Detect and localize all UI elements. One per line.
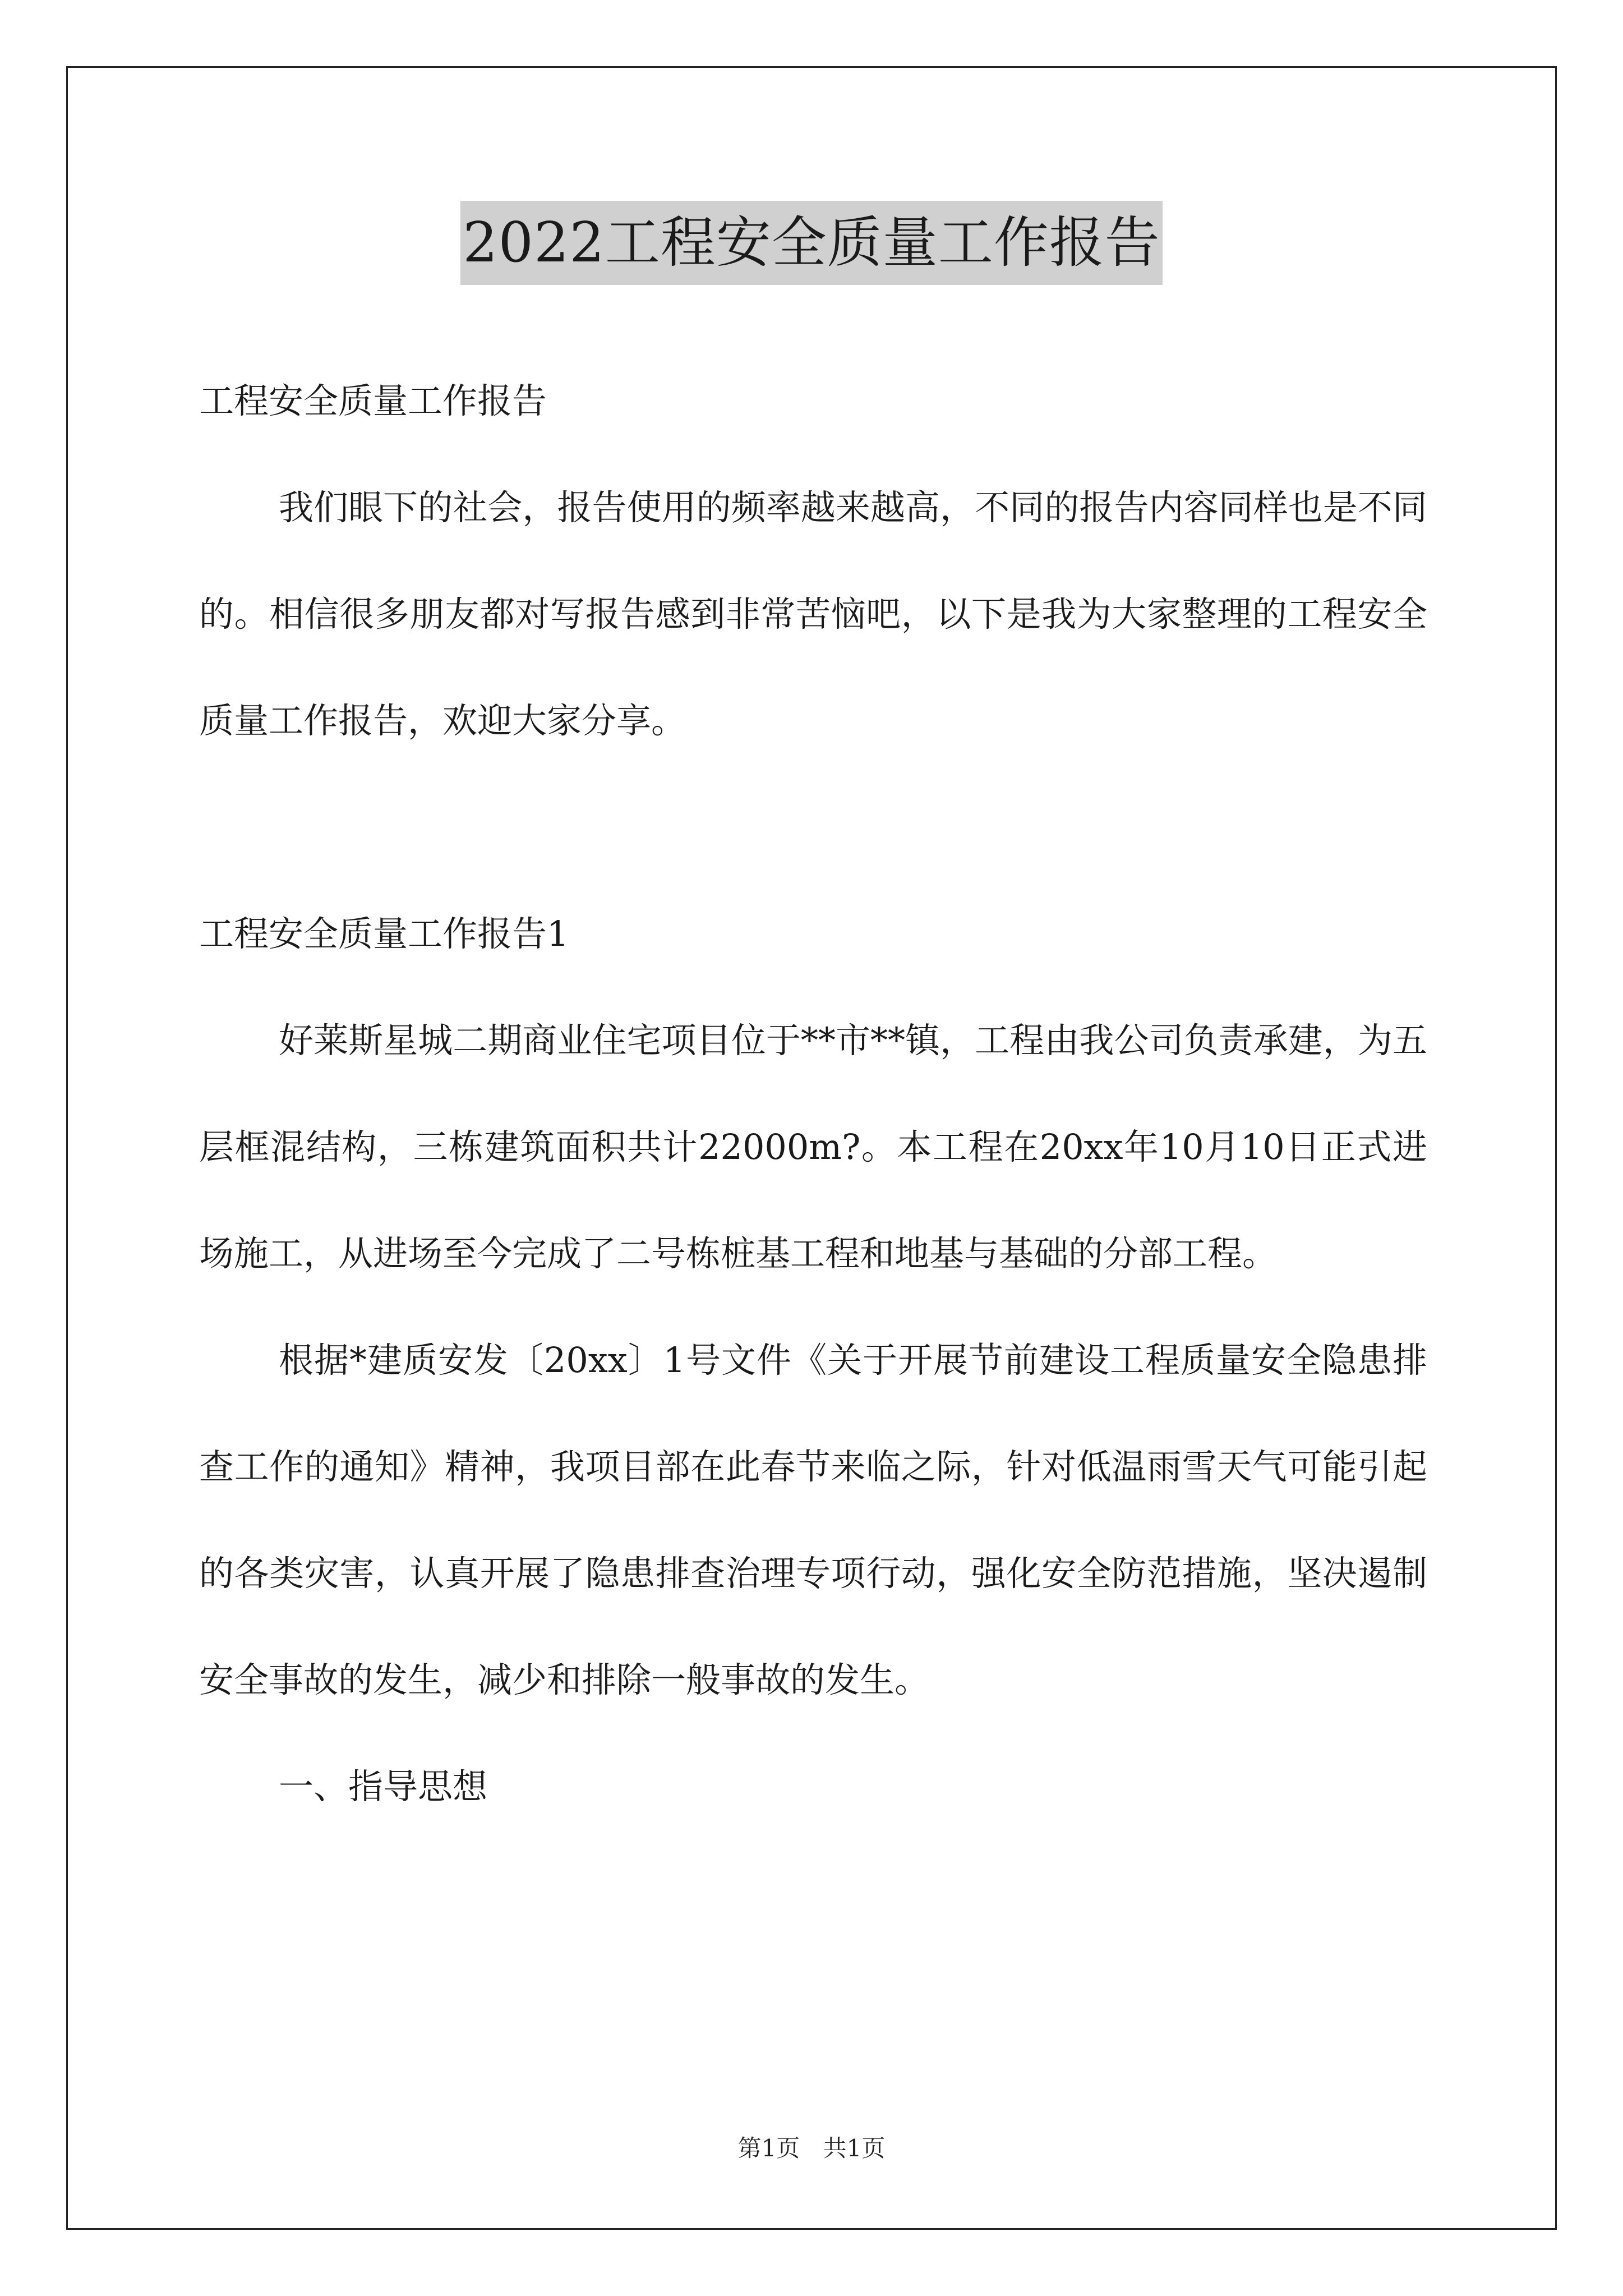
subtitle-paragraph: 工程安全质量工作报告 bbox=[199, 380, 547, 421]
project-paragraph: 好莱斯星城二期商业住宅项目位于**市**镇，工程由我公司负责承建，为五层框混结构，三栋建筑面积共计22000m?。本工程在20xx年10月10日正式进场施工，从进场至今完成了二号栋桩基工程和地基与基础的分部工程。 bbox=[199, 1020, 1427, 1274]
page-total: 共1页 bbox=[823, 2134, 886, 2162]
intro-paragraph: 我们眼下的社会，报告使用的频率越来越高，不同的报告内容同样也是不同的。相信很多朋友都对写报告感到非常苦恼吧，以下是我为大家整理的工程安全质量工作报告，欢迎大家分享。 bbox=[199, 487, 1427, 741]
page-footer bbox=[0, 2132, 1623, 2165]
document-title: 2022工程安全质量工作报告 bbox=[460, 201, 1162, 285]
page-number: 第1页 bbox=[737, 2134, 800, 2162]
document-body bbox=[199, 348, 1427, 1840]
title-container bbox=[0, 201, 1623, 285]
basis-paragraph: 根据*建质安发〔20xx〕1号文件《关于开展节前建设工程质量安全隐患排查工作的通知》精神，我项目部在此春节来临之际，针对低温雨雪天气可能引起的各类灾害，认真开展了隐患排查治理专项行动，强化安全防范措施，坚决遏制安全事故的发生，减少和排除一般事故的发生。 bbox=[199, 1340, 1427, 1700]
section-heading: 工程安全质量工作报告1 bbox=[199, 913, 569, 954]
subheading-guiding-ideology: 一、指导思想 bbox=[279, 1766, 488, 1807]
